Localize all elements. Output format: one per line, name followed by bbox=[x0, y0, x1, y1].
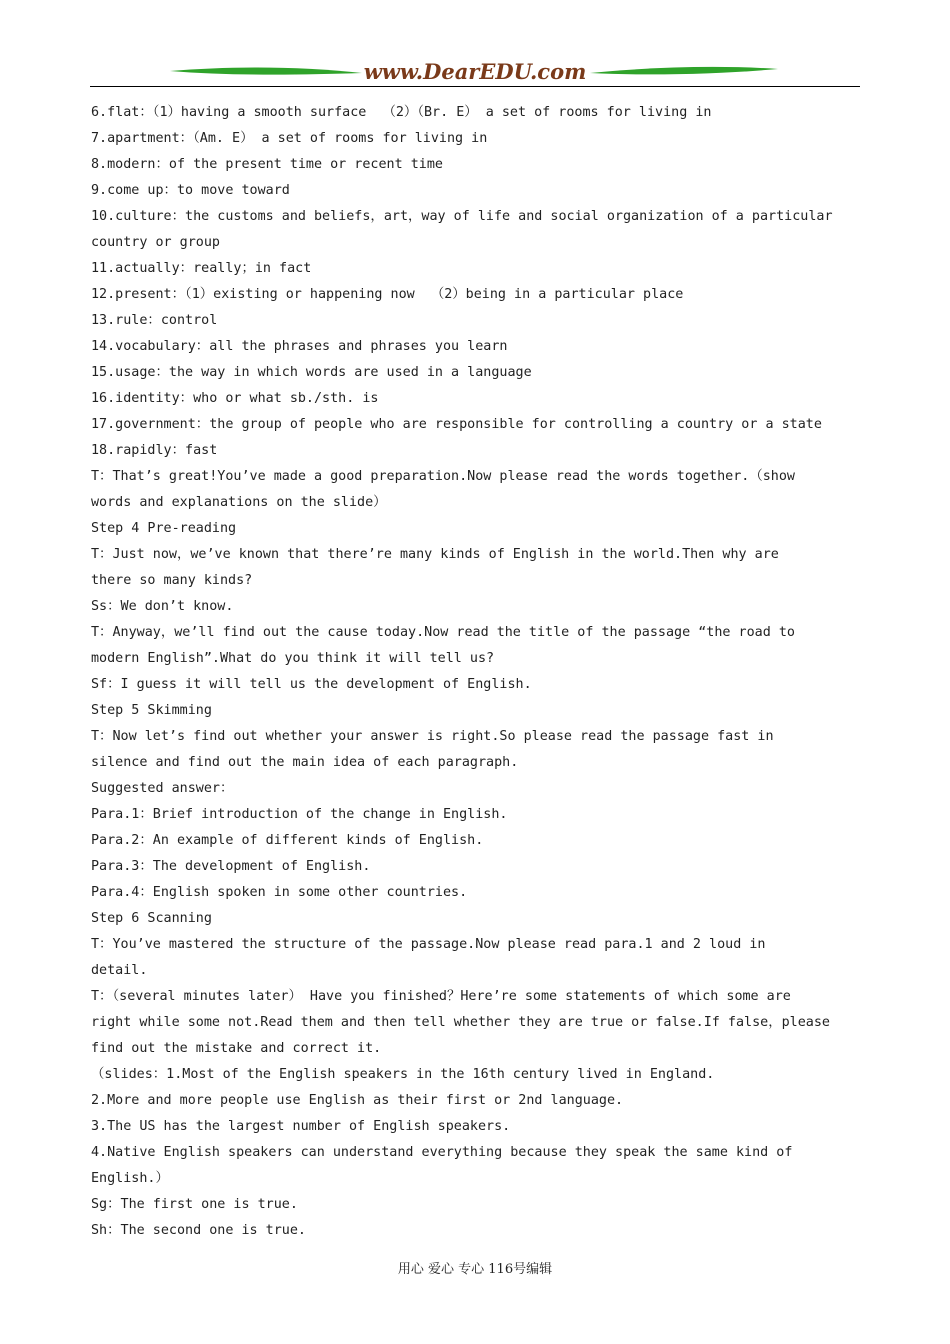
right-swoosh bbox=[590, 67, 778, 74]
text-line: find out the mistake and correct it. bbox=[91, 1041, 382, 1056]
text-line: T：Anyway，we’ll find out the cause today.Now read the title of the passage “the road to bbox=[91, 625, 795, 640]
text-line: T：You’ve mastered the structure of the passage.Now please read para.1 and 2 loud in bbox=[91, 937, 766, 952]
text-line: silence and find out the main idea of each paragraph. bbox=[91, 755, 519, 770]
text-line: 4.Native English speakers can understand everything because they speak the same kind of bbox=[91, 1145, 793, 1160]
text-line: 6.flat：（1）having a smooth surface （2）（Br. E） a set of rooms for living in bbox=[91, 105, 712, 120]
text-line: T：Now let’s find out whether your answer is right.So please read the passage fast in bbox=[91, 729, 774, 744]
text-line: 18.rapidly：fast bbox=[91, 443, 218, 458]
text-line: right while some not.Read them and then tell whether they are true or false.If false，please bbox=[91, 1015, 830, 1030]
text-line: Sh：The second one is true. bbox=[91, 1223, 306, 1238]
text-line: Para.4：English spoken in some other countries. bbox=[91, 885, 468, 900]
text-line: country or group bbox=[91, 235, 220, 250]
text-line: Ss：We don’t know. bbox=[91, 599, 234, 614]
page-footer: 用心 爱心 专心 116号编辑 bbox=[397, 1262, 553, 1277]
text-line: 10.culture：the customs and beliefs，art，way of life and social organization of a particular bbox=[91, 209, 833, 224]
text-line: there so many kinds? bbox=[91, 573, 253, 588]
text-line: Step 4 Pre-reading bbox=[91, 521, 237, 536]
text-line: words and explanations on the slide） bbox=[91, 495, 387, 510]
text-line: 12.present：（1）existing or happening now （2）being in a particular place bbox=[91, 287, 684, 302]
text-line: detail. bbox=[91, 963, 148, 978]
text-line: 2.More and more people use English as their first or 2nd language. bbox=[91, 1093, 624, 1108]
page-header bbox=[90, 62, 860, 88]
dearedu-logo bbox=[90, 62, 860, 88]
text-line: Step 5 Skimming bbox=[91, 703, 212, 718]
text-line: Suggested answer： bbox=[91, 781, 234, 796]
text-line: T：（several minutes later） Have you finished？Here’re some statements of which some are bbox=[91, 989, 791, 1004]
text-line: Para.2：An example of different kinds of English. bbox=[91, 833, 484, 848]
text-line: 8.modern：of the present time or recent time bbox=[91, 157, 443, 172]
text-line: 11.actually：really；in fact bbox=[91, 261, 312, 276]
left-swoosh bbox=[170, 67, 362, 74]
text-line: Para.3：The development of English. bbox=[91, 859, 371, 874]
text-line: T：That’s great!You’ve made a good preparation.Now please read the words together.（show bbox=[91, 469, 795, 484]
text-line: 3.The US has the largest number of English speakers. bbox=[91, 1119, 511, 1134]
text-line: 7.apartment：（Am. E） a set of rooms for living in bbox=[91, 131, 488, 146]
text-line: 15.usage：the way in which words are used in a language bbox=[91, 365, 532, 380]
logo-text: www.DearEDU.com bbox=[363, 62, 587, 84]
text-line: 13.rule：control bbox=[91, 313, 218, 328]
text-line: 9.come up：to move toward bbox=[91, 183, 290, 198]
text-line: Sf：I guess it will tell us the development of English. bbox=[91, 677, 532, 692]
text-line: （slides：1.Most of the English speakers in the 16th century lived in England. bbox=[91, 1067, 715, 1082]
text-line: 16.identity：who or what sb./sth. is bbox=[91, 391, 379, 406]
text-line: 17.government：the group of people who are responsible for controlling a country or a state bbox=[91, 417, 822, 432]
text-line: Sg：The first one is true. bbox=[91, 1197, 298, 1212]
document-body bbox=[91, 100, 860, 1244]
text-line: Step 6 Scanning bbox=[91, 911, 212, 926]
text-line: 14.vocabulary：all the phrases and phrases you learn bbox=[91, 339, 508, 354]
text-line: modern English”.What do you think it will tell us? bbox=[91, 651, 495, 666]
text-line: T：Just now，we’ve known that there’re many kinds of English in the world.Then why are bbox=[91, 547, 779, 562]
text-line: English.） bbox=[91, 1171, 169, 1186]
text-line: Para.1：Brief introduction of the change in English. bbox=[91, 807, 508, 822]
